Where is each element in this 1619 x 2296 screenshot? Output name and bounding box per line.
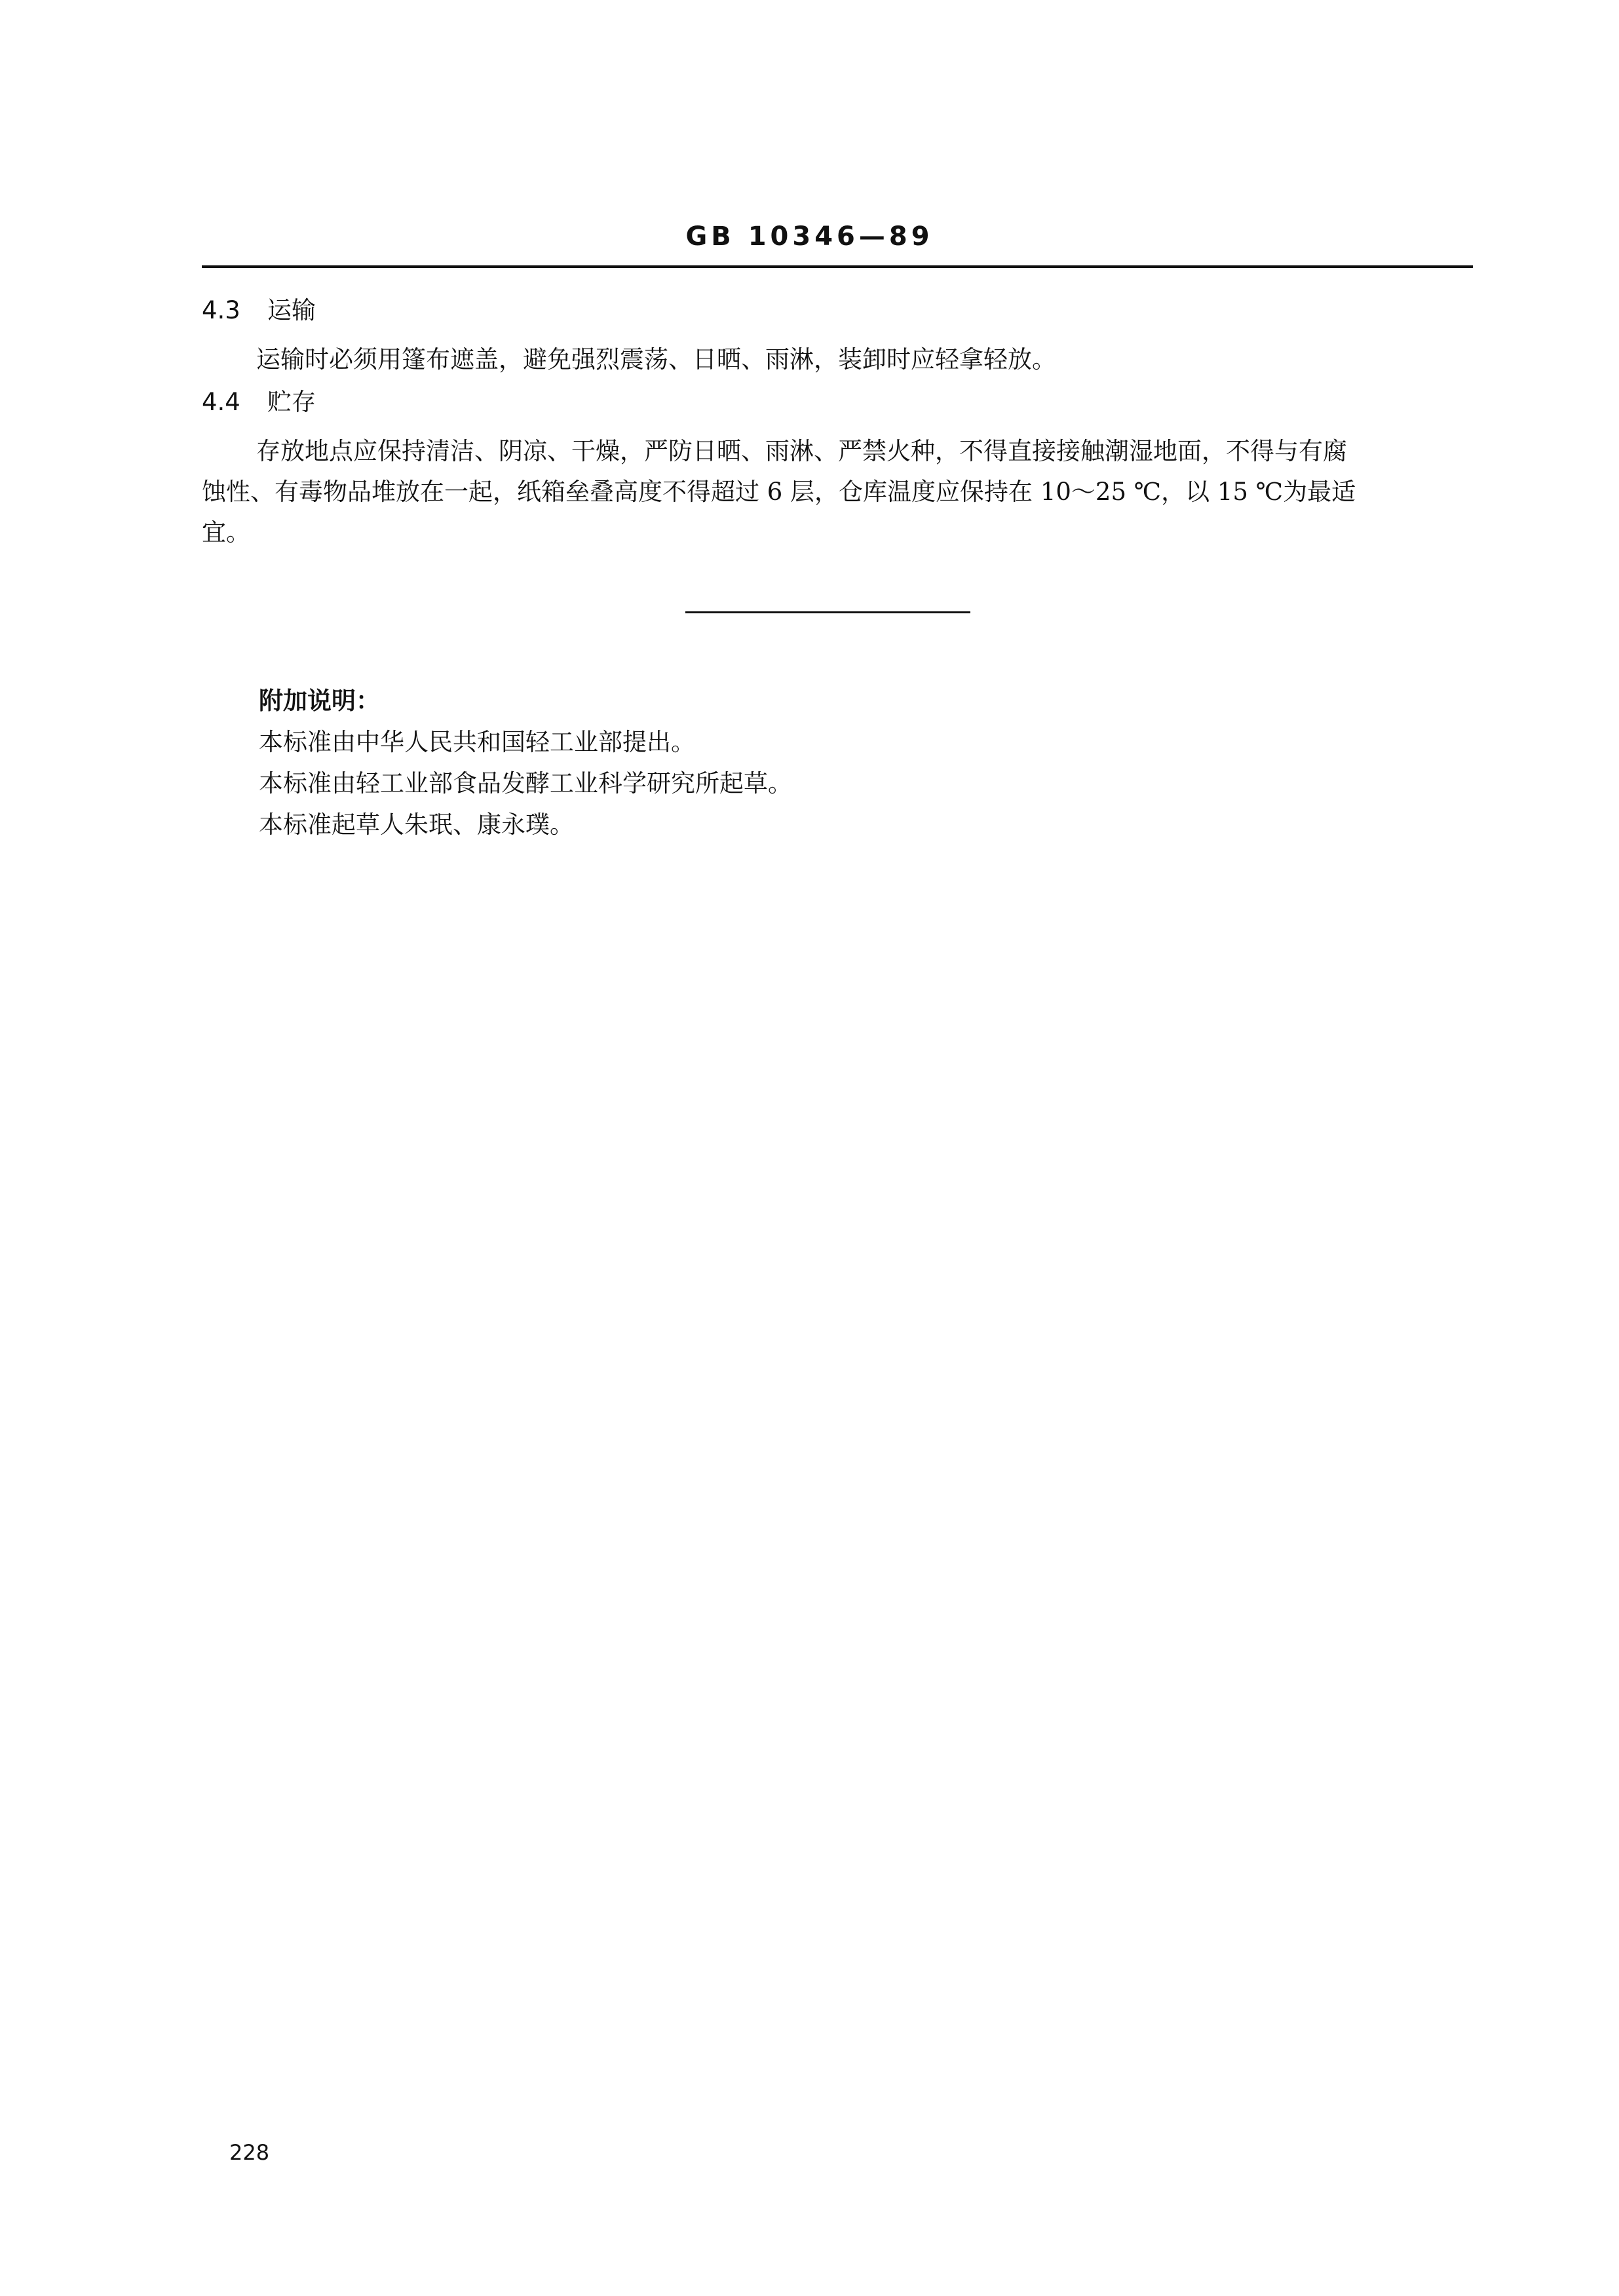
page-number: 228 xyxy=(229,2140,270,2165)
note-line: 本标准由中华人民共和国轻工业部提出。 xyxy=(259,728,695,756)
section-heading-4-3 xyxy=(202,298,316,322)
notes-title: 附加说明： xyxy=(259,686,380,715)
standard-code-header: GB 10346—89 xyxy=(685,221,934,252)
section-heading-4-4 xyxy=(202,390,316,414)
section-title: 运输 xyxy=(267,296,316,324)
section-number: 4.4 xyxy=(202,388,240,416)
paragraph-line: 存放地点应保持清洁、阴凉、干燥，严防日晒、雨淋、严禁火种，不得直接接触潮湿地面，不得与有腐 xyxy=(256,437,1347,465)
section-body-4-3 xyxy=(202,339,1473,380)
section-title: 贮存 xyxy=(267,388,316,416)
section-separator-rule xyxy=(685,611,970,613)
paragraph-line: 运输时必须用篷布遮盖，避免强烈震荡、日晒、雨淋，装卸时应轻拿轻放。 xyxy=(256,345,1056,373)
header-rule xyxy=(202,265,1473,268)
section-number: 4.3 xyxy=(202,296,240,324)
section-body-4-4 xyxy=(202,431,1473,553)
note-line: 本标准由轻工业部食品发酵工业科学研究所起草。 xyxy=(259,769,792,797)
paragraph-line: 宜。 xyxy=(202,518,250,546)
note-line: 本标准起草人朱珉、康永璞。 xyxy=(259,811,574,839)
additional-notes xyxy=(259,680,792,845)
paragraph-line: 蚀性、有毒物品堆放在一起，纸箱垒叠高度不得超过 6 层，仓库温度应保持在 10～25 ℃，以 15 ℃为最适 xyxy=(202,478,1356,506)
